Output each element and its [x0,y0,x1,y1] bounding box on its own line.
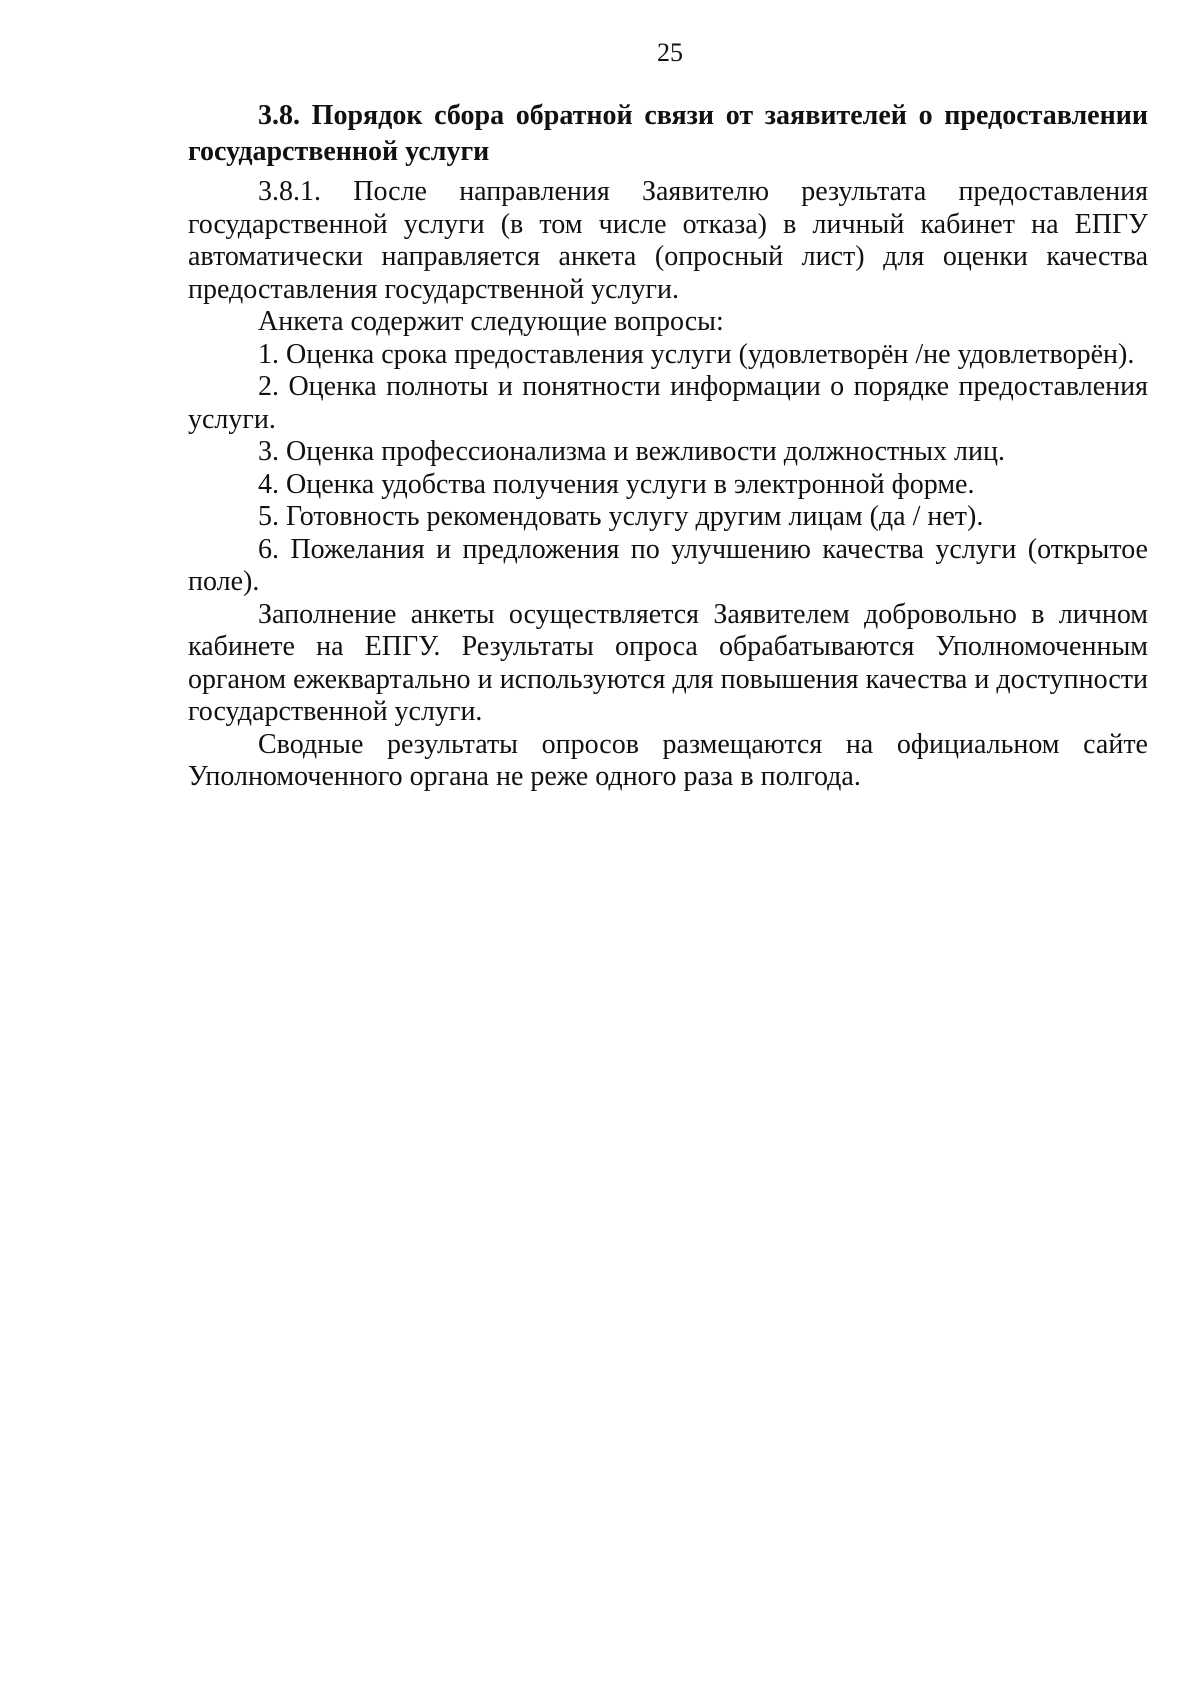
page-number: 25 [657,38,683,67]
document-body [188,98,1148,794]
paragraph-survey-processing: Заполнение анкеты осуществляется Заявителем добровольно в личном кабинете на ЕПГУ. Результаты опроса обрабатываются Уполномоченным органом ежеквартально и используются для повышения качества и доступности государственной услуги. [188,598,1148,727]
list-item-question-3: 3. Оценка профессионализма и вежливости должностных лиц. [258,436,1005,467]
list-item-question-2: 2. Оценка полноты и понятности информации о порядке предоставления услуги. [188,371,1148,435]
list-item-question-4: 4. Оценка удобства получения услуги в электронной форме. [258,468,975,500]
list-item-question-1: 1. Оценка срока предоставления услуги (удовлетворён /не удовлетворён). [258,338,1135,370]
list-item-question-5: 5. Готовность рекомендовать услугу другим лицам (да / нет). [258,501,984,532]
list-item-question-6: 6. Пожелания и предложения по улучшению качества услуги (открытое поле). [188,533,1148,597]
paragraph-3-8-1: 3.8.1. После направления Заявителю результата предоставления государственной услуги (в том числе отказа) в личный кабинет на ЕПГУ автоматически направляется анкета (опросный лист) для оценки качества предоставления государственной услуги. [188,176,1148,305]
paragraph-questions-intro: Анкета содержит следующие вопросы: [258,306,724,337]
section-heading: 3.8. Порядок сбора обратной связи от заявителей о предоставлении государственной услуги [188,100,1148,167]
paragraph-summary-results: Сводные результаты опросов размещаются на официальном сайте Уполномоченного органа не реже одного раза в полгода. [188,728,1148,792]
